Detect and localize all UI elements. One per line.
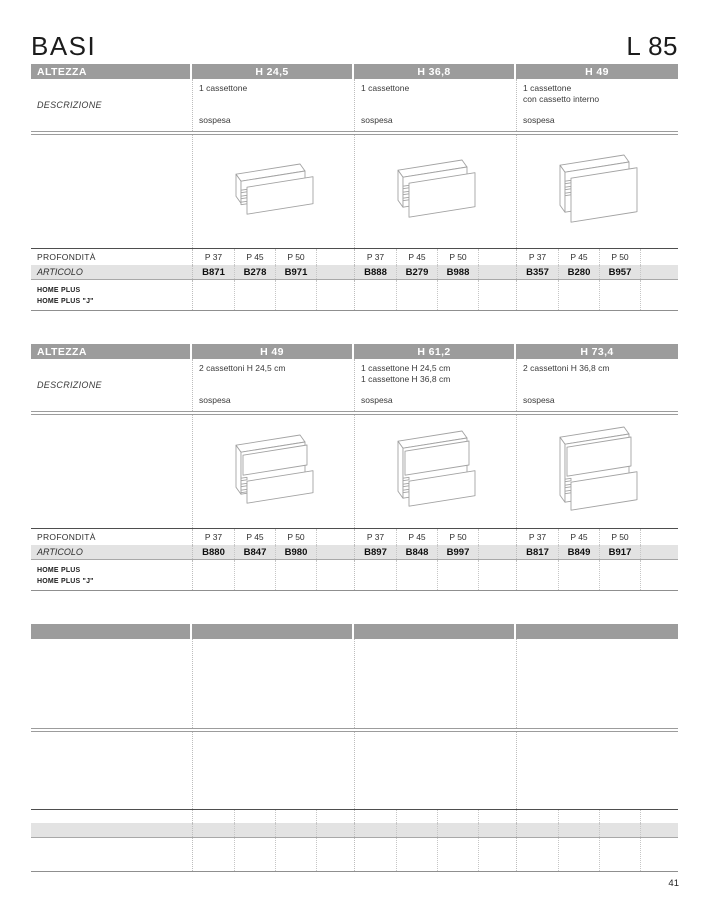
depth-label: P 50 [437, 249, 478, 265]
drawing-cell [354, 135, 516, 248]
article-code: B980 [275, 545, 316, 559]
empty-header-band [31, 624, 678, 639]
description-row [31, 79, 678, 131]
spec-table-1 [31, 64, 678, 311]
altezza-label: ALTEZZA [31, 344, 190, 359]
drawing-cell [192, 415, 354, 528]
page-title: BASI [31, 31, 97, 61]
article-code: B847 [234, 545, 275, 559]
cabinet-drawing [556, 153, 640, 225]
depth-label: P 45 [558, 529, 599, 545]
empty-article-row [31, 823, 678, 838]
rule [31, 590, 678, 591]
depth-label: P 37 [528, 252, 547, 262]
articolo-label: ARTICOLO [37, 267, 83, 277]
height-header-cell: H 36,8 [354, 64, 514, 79]
depth-label: P 45 [396, 249, 437, 265]
height-header-cell: H 49 [516, 64, 678, 79]
cabinet-drawing-2-drawer-mid [394, 429, 478, 514]
footnote: HOME PLUS HOME PLUS "J" [37, 567, 94, 586]
depth-row [31, 249, 678, 265]
article-code: B278 [234, 265, 275, 279]
depth-label: P 45 [396, 529, 437, 545]
article-code: B279 [396, 265, 437, 279]
profondita-label: PROFONDITÀ [37, 532, 96, 542]
empty-footnote-row [31, 838, 678, 871]
footnote-row [31, 560, 678, 590]
description-text: 1 cassettone [361, 83, 410, 93]
description-cell [354, 359, 516, 411]
profondita-label: PROFONDITÀ [37, 252, 96, 262]
depth-label: P 50 [437, 529, 478, 545]
depth-label: P 45 [234, 529, 275, 545]
article-code: B888 [364, 266, 387, 278]
footnote: HOME PLUS HOME PLUS "J" [37, 287, 94, 306]
depth-label: P 37 [366, 532, 385, 542]
cabinet-drawing-1-drawer-low [232, 162, 316, 222]
articolo-label: ARTICOLO [37, 547, 83, 557]
altezza-label: ALTEZZA [31, 64, 190, 79]
description-row [31, 359, 678, 411]
article-code: B897 [364, 546, 387, 558]
cabinet-drawing [394, 429, 478, 509]
description-cell [516, 79, 678, 131]
depth-row [31, 529, 678, 545]
article-code: B988 [437, 265, 478, 279]
description-text: 2 cassettoni H 36,8 cm [523, 363, 610, 373]
article-code: B917 [599, 545, 640, 559]
description-text: 1 cassettone con cassetto interno [523, 83, 600, 105]
cabinet-drawing-1-drawer-mid [394, 158, 478, 225]
description-text: 1 cassettone H 24,5 cm 1 cassettone H 36,8 cm [361, 363, 451, 385]
depth-label: P 45 [234, 249, 275, 265]
drawing-cell [516, 415, 678, 528]
descrizione-label: DESCRIZIONE [37, 100, 102, 110]
article-code: B997 [437, 545, 478, 559]
article-row [31, 545, 678, 560]
depth-label: P 37 [204, 532, 223, 542]
depth-label: P 50 [599, 529, 640, 545]
rule [31, 310, 678, 311]
mount-text: sospesa [199, 114, 231, 125]
descrizione-label: DESCRIZIONE [37, 380, 102, 390]
cabinet-drawing [232, 433, 316, 506]
description-text: 2 cassettoni H 24,5 cm [199, 363, 286, 373]
depth-label: P 37 [204, 252, 223, 262]
altezza-header-band [31, 64, 678, 79]
article-code: B817 [526, 546, 549, 558]
depth-label: P 50 [275, 249, 316, 265]
mount-text: sospesa [361, 114, 393, 125]
cabinet-drawing [394, 158, 478, 220]
depth-label: P 45 [558, 249, 599, 265]
cabinet-drawing-2-drawer-high [556, 425, 640, 518]
description-text: 1 cassettone [199, 83, 248, 93]
article-code: B849 [558, 545, 599, 559]
mount-text: sospesa [523, 114, 555, 125]
empty-depth-row [31, 810, 678, 823]
spec-table-3-empty [31, 624, 678, 872]
article-code: B971 [275, 265, 316, 279]
spec-table-2 [31, 344, 678, 591]
empty-description-row [31, 639, 678, 728]
cabinet-drawing [232, 162, 316, 217]
height-header-cell: H 24,5 [192, 64, 352, 79]
article-code: B871 [202, 266, 225, 278]
article-row [31, 265, 678, 280]
height-header-cell: H 49 [192, 344, 352, 359]
drawing-row [31, 135, 678, 248]
mount-text: sospesa [199, 394, 231, 405]
description-cell [354, 79, 516, 131]
footnote-row [31, 280, 678, 310]
mount-text: sospesa [361, 394, 393, 405]
article-code: B848 [396, 545, 437, 559]
description-cell [516, 359, 678, 411]
article-code: B357 [526, 266, 549, 278]
height-header-cell: H 61,2 [354, 344, 514, 359]
page-content [31, 0, 678, 872]
cabinet-drawing-2-drawer-low [232, 433, 316, 511]
drawing-cell [192, 135, 354, 248]
rule [31, 871, 678, 872]
empty-drawing-row [31, 732, 678, 809]
depth-label: P 50 [599, 249, 640, 265]
drawing-cell [516, 135, 678, 248]
depth-label: P 37 [366, 252, 385, 262]
page-header [31, 31, 678, 62]
height-header-cell: H 73,4 [516, 344, 678, 359]
depth-label: P 50 [275, 529, 316, 545]
description-cell [192, 359, 354, 411]
article-code: B280 [558, 265, 599, 279]
cabinet-drawing [556, 425, 640, 513]
size-label: L 85 [626, 31, 678, 61]
cabinet-drawing-1-drawer-high [556, 153, 640, 230]
article-code: B880 [202, 546, 225, 558]
drawing-cell [354, 415, 516, 528]
description-cell [192, 79, 354, 131]
mount-text: sospesa [523, 394, 555, 405]
page-number: 41 [668, 878, 679, 889]
article-code: B957 [599, 265, 640, 279]
depth-label: P 37 [528, 532, 547, 542]
drawing-row [31, 415, 678, 528]
altezza-header-band [31, 344, 678, 359]
